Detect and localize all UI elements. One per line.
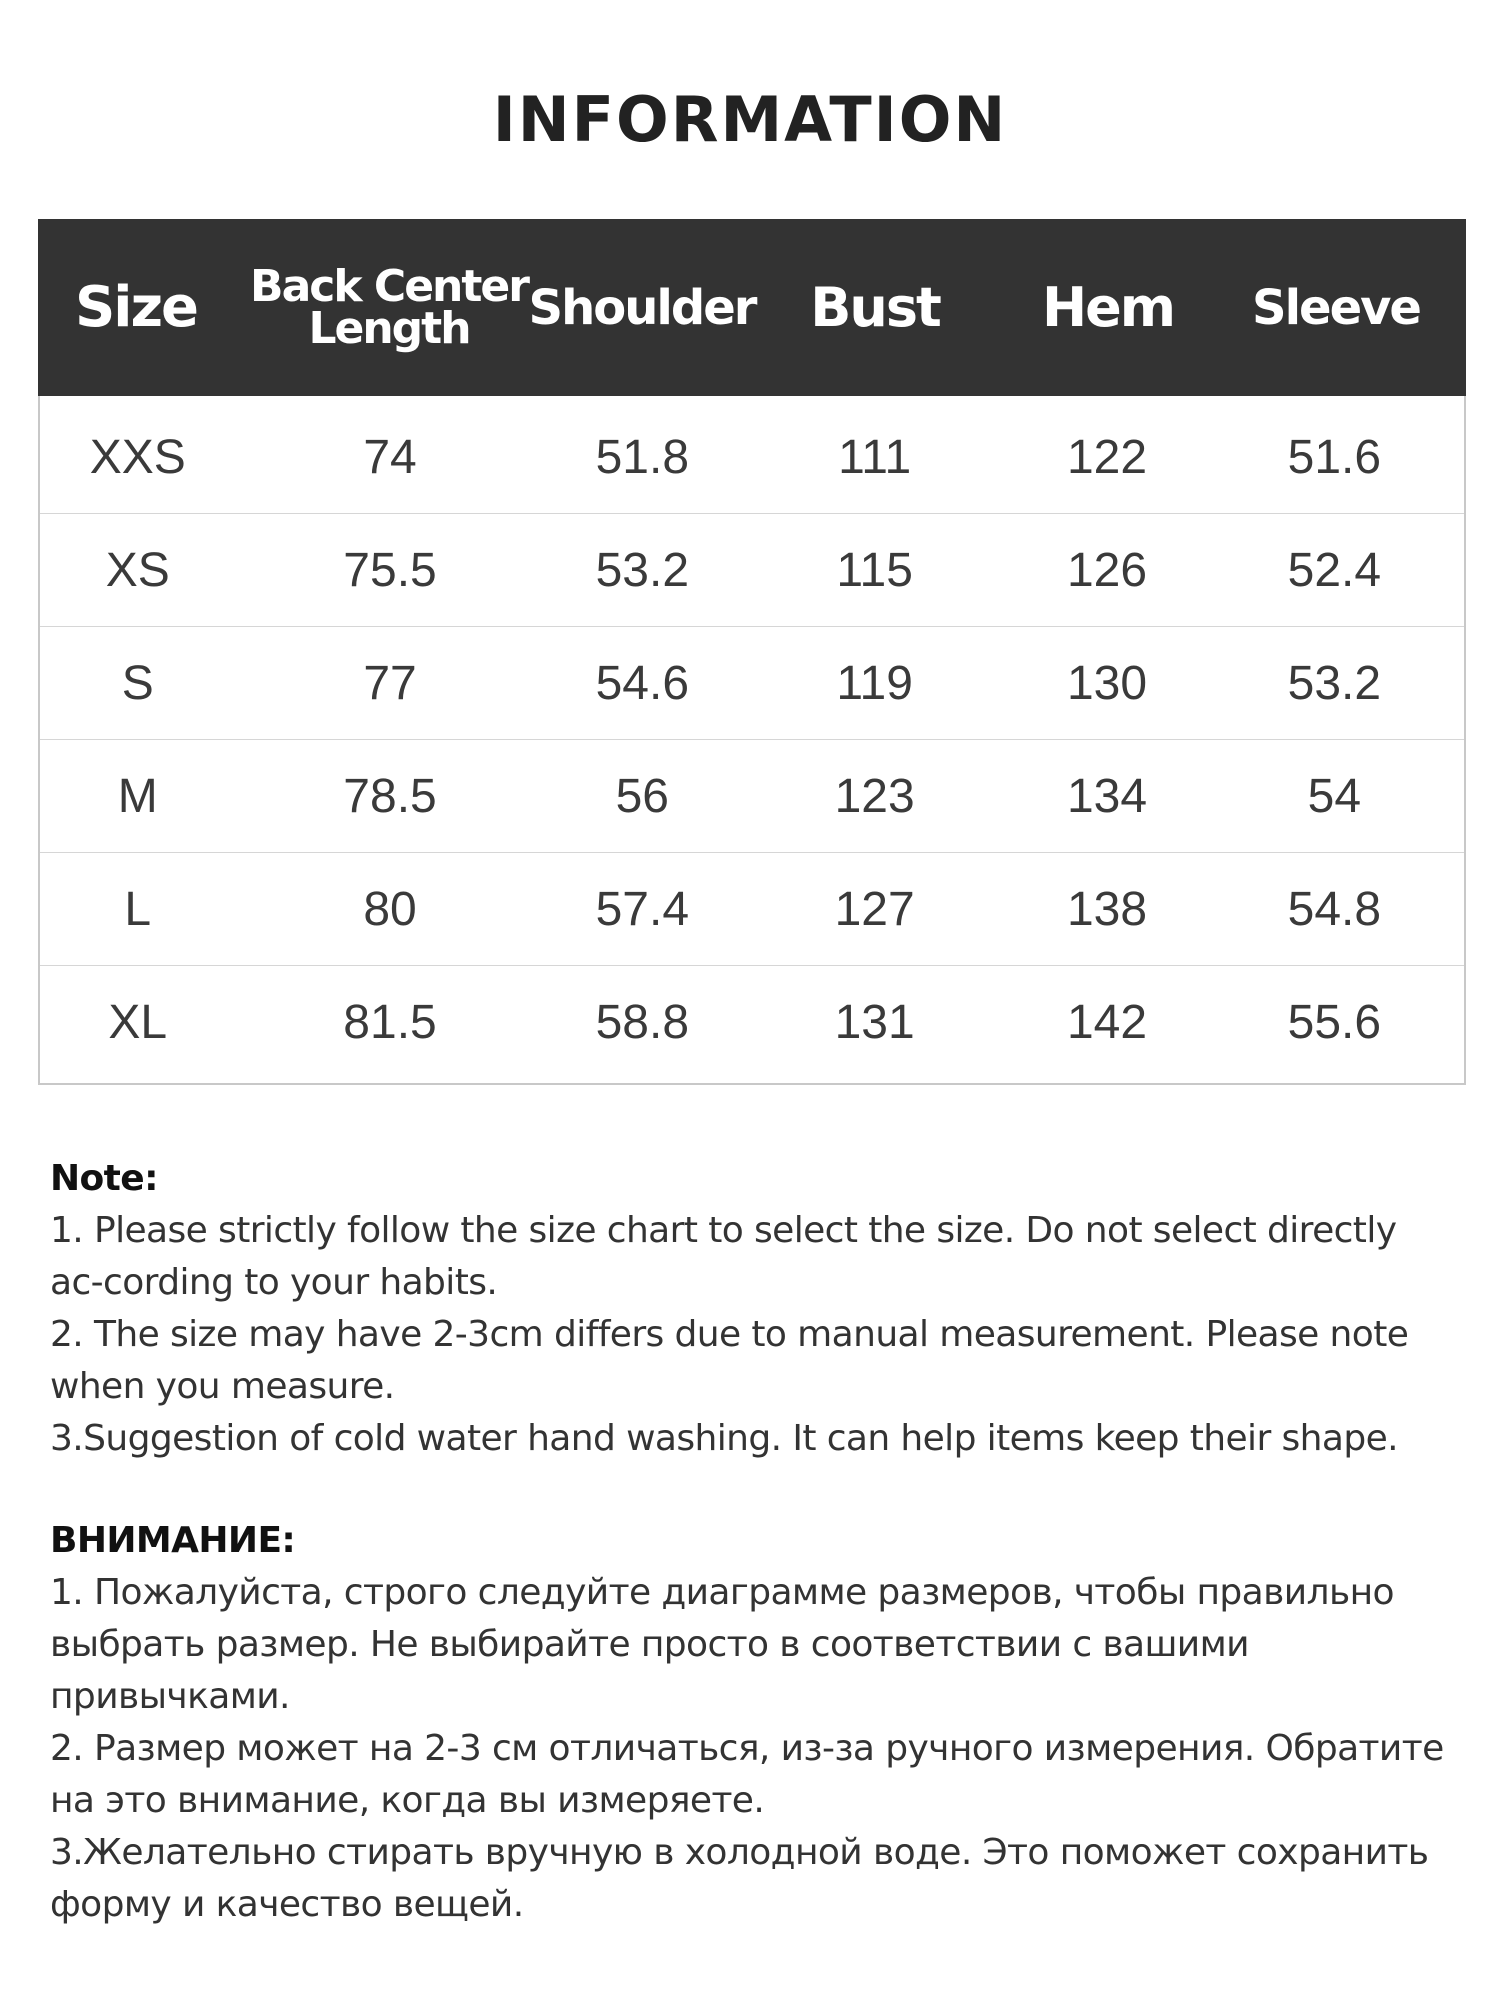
cell-bust: 119 [836, 656, 913, 710]
header-sleeve: Sleeve [1252, 279, 1420, 336]
header-back-center-line2: Length [308, 302, 470, 354]
cell-bust: 115 [836, 543, 913, 597]
cell-hem: 142 [1066, 996, 1148, 1049]
cell-sleeve: 55.6 [1287, 996, 1382, 1049]
cell-size: M [117, 769, 158, 823]
cell-sleeve: 54 [1307, 769, 1362, 823]
cell-size: XS [105, 543, 170, 597]
note-ru-item-3: 3.Желательно стирать вручную в холодной воде. Это поможет сохранить форму и качество вещей. [50, 1832, 1429, 1925]
cell-back-center-length: 74 [363, 430, 417, 484]
table-row [40, 514, 1464, 627]
header-back-center-length [234, 219, 544, 396]
note-english [50, 1153, 1460, 1465]
cell-sleeve: 52.4 [1287, 543, 1382, 597]
table-row [40, 740, 1464, 853]
cell-hem: 122 [1066, 430, 1148, 484]
cell-bust: 131 [834, 996, 915, 1049]
note-heading: Note: [50, 1158, 158, 1199]
cell-shoulder: 58.8 [595, 996, 690, 1049]
cell-bust: 111 [838, 430, 912, 484]
cell-sleeve: 53.2 [1287, 656, 1382, 710]
table-row [40, 966, 1464, 1079]
cell-shoulder: 53.2 [595, 543, 690, 597]
cell-size: S [121, 656, 154, 710]
header-hem: Hem [1041, 276, 1175, 339]
note-ru-heading: ВНИМАНИЕ: [50, 1520, 296, 1561]
table-row [40, 853, 1464, 966]
cell-size: XXS [89, 430, 186, 484]
page-title: INFORMATION [492, 83, 1008, 156]
note-item-1: 1. Please strictly follow the size chart to select the size. Do not select directly ac-cording to your habits. [50, 1210, 1397, 1303]
cell-bust: 127 [834, 882, 915, 936]
cell-sleeve: 54.8 [1287, 882, 1382, 936]
cell-shoulder: 54.6 [595, 656, 690, 710]
notes-section [50, 1153, 1460, 1931]
cell-hem: 130 [1066, 656, 1148, 710]
table-body [40, 396, 1464, 1079]
cell-back-center-length: 81.5 [343, 996, 437, 1049]
cell-back-center-length: 78.5 [343, 769, 437, 823]
note-russian [50, 1515, 1460, 1931]
cell-size: L [124, 882, 152, 936]
note-ru-item-1: 1. Пожалуйста, строго следуйте диаграмме размеров, чтобы правильно выбрать размер. Не выбирайте просто в соответствии с вашими привычками. [50, 1572, 1394, 1717]
table-header [38, 219, 1466, 396]
cell-shoulder: 51.8 [595, 430, 690, 484]
header-bust: Bust [810, 276, 940, 339]
header-shoulder: Shoulder [528, 279, 756, 336]
cell-hem: 138 [1066, 882, 1148, 936]
cell-back-center-length: 80 [363, 882, 417, 936]
table-row [40, 396, 1464, 514]
cell-hem: 126 [1066, 543, 1148, 597]
cell-hem: 134 [1066, 769, 1148, 823]
header-size: Size [74, 275, 198, 340]
note-item-2: 2. The size may have 2-3cm differs due to manual measurement. Please note when you measure. [50, 1314, 1409, 1407]
cell-shoulder: 57.4 [595, 882, 690, 936]
size-chart-table [38, 219, 1466, 1085]
cell-back-center-length: 75.5 [343, 543, 437, 597]
cell-back-center-length: 77 [363, 656, 417, 710]
note-ru-item-2: 2. Размер может на 2-3 см отличаться, из-за ручного измерения. Обратите на это внимание, когда вы измеряете. [50, 1728, 1444, 1821]
table-row [40, 627, 1464, 740]
cell-shoulder: 56 [615, 769, 669, 823]
cell-sleeve: 51.6 [1287, 430, 1382, 484]
cell-bust: 123 [834, 769, 915, 823]
header-back-center-line1: Back Center [250, 260, 528, 312]
note-item-3: 3.Suggestion of cold water hand washing. It can help items keep their shape. [50, 1418, 1398, 1459]
cell-size: XL [108, 996, 168, 1049]
